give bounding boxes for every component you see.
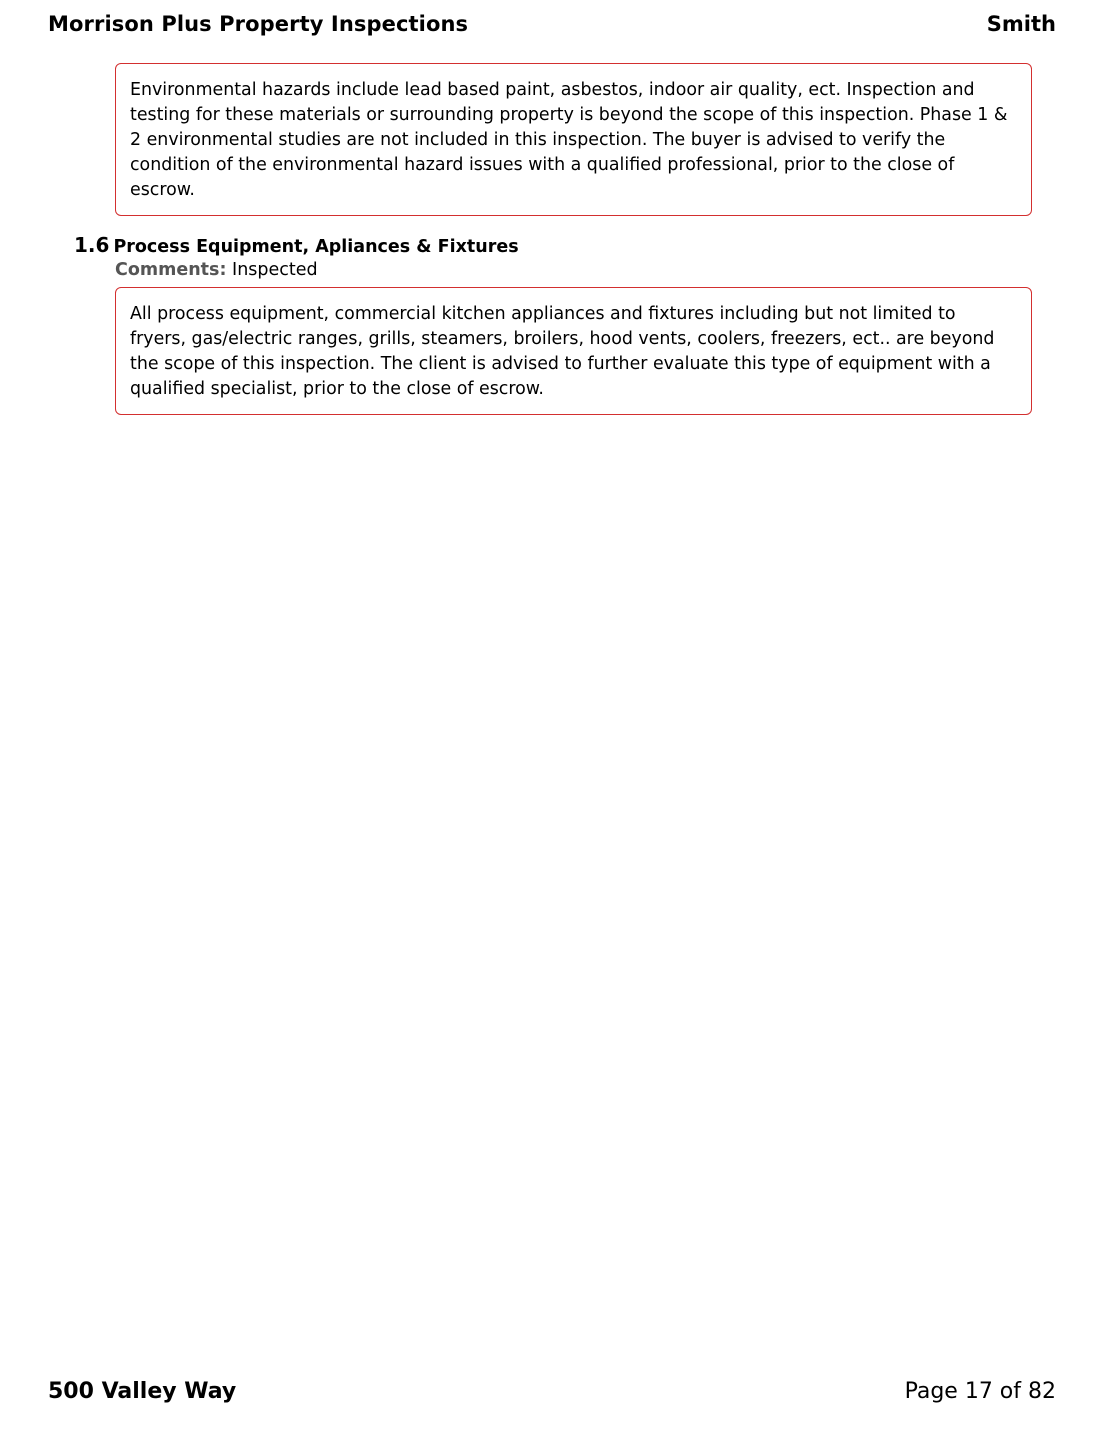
section-number: 1.6 [74,233,110,257]
company-name: Morrison Plus Property Inspections [48,12,469,36]
section-title: Process Equipment, Apliances & Fixtures [113,237,519,257]
environmental-hazards-note: Environmental hazards include lead based paint, asbestos, indoor air quality, ect. Inspection and testing for these materials or surrounding property is beyond the scope of this inspection. Phase 1 & 2 environmental studies are not included in this inspection. The buyer is advised to verify the condition of the environmental hazard issues with a qualified professional, prior to the close of escrow. [115,63,1032,216]
property-address: 500 Valley Way [48,1379,237,1404]
client-name: Smith [986,12,1056,36]
page-number: Page 17 of 82 [904,1379,1056,1404]
comments-line [115,260,318,280]
comments-value: Inspected [232,260,318,280]
comments-label: Comments: [115,260,227,280]
section-heading [74,233,519,257]
process-equipment-note: All process equipment, commercial kitchen appliances and fixtures including but not limited to fryers, gas/electric ranges, grills, steamers, broilers, hood vents, coolers, freezers, ect.. are beyond the scope of this inspection. The client is advised to further evaluate this type of equipment with a qualified specialist, prior to the close of escrow. [115,287,1032,415]
